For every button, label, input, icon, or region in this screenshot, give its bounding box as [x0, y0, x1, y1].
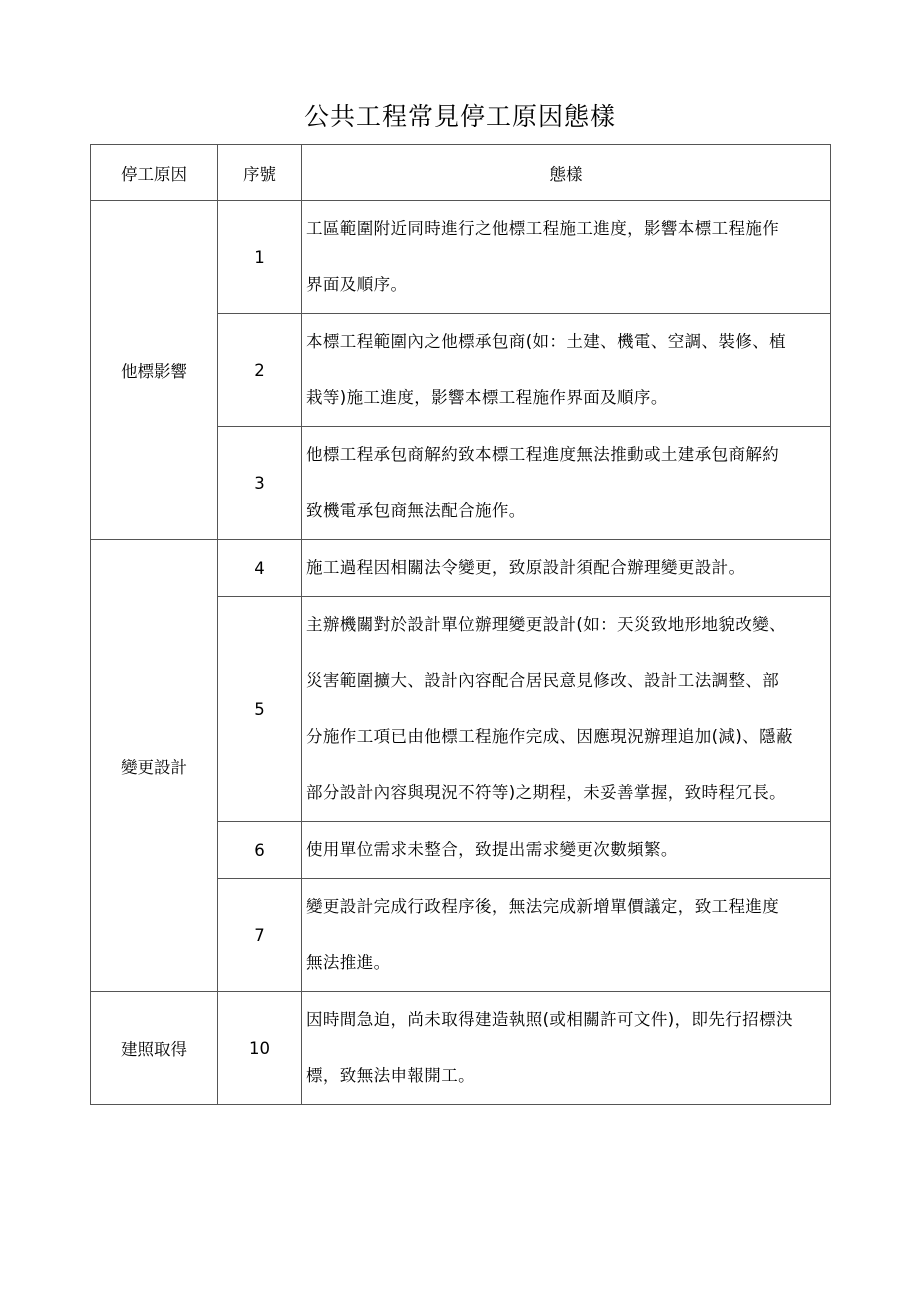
pattern-cell — [302, 992, 831, 1105]
pattern-cell — [302, 201, 831, 314]
pattern-line: 他標工程承包商解約致本標工程進度無法推動或土建承包商解約 — [306, 445, 780, 464]
table-row — [91, 992, 831, 1105]
header-pattern: 態樣 — [302, 145, 831, 201]
pattern-line: 致機電承包商無法配合施作。 — [306, 501, 526, 520]
pattern-line: 部分設計內容與現況不符等)之期程，未妥善掌握，致時程冗長。 — [306, 783, 787, 802]
pattern-line: 災害範圍擴大、設計內容配合居民意見修改、設計工法調整、部 — [306, 671, 780, 690]
header-cause: 停工原因 — [91, 145, 218, 201]
pattern-line: 界面及順序。 — [306, 275, 408, 294]
pattern-cell — [302, 427, 831, 540]
table-row — [91, 540, 831, 597]
row-number: 3 — [218, 427, 302, 540]
pattern-line: 施工過程因相關法令變更，致原設計須配合辦理變更設計。 — [306, 558, 746, 577]
pattern-line: 主辦機關對於設計單位辦理變更設計(如：天災致地形地貌改變、 — [306, 615, 787, 634]
stoppage-causes-table — [90, 144, 831, 1105]
pattern-cell — [302, 540, 831, 597]
row-number: 7 — [218, 879, 302, 992]
pattern-line: 工區範圍附近同時進行之他標工程施工進度，影響本標工程施作 — [306, 219, 780, 238]
header-no: 序號 — [218, 145, 302, 201]
pattern-line: 無法推進。 — [306, 953, 391, 972]
cause-cell: 變更設計 — [91, 540, 218, 992]
pattern-cell — [302, 822, 831, 879]
row-number: 4 — [218, 540, 302, 597]
row-number: 2 — [218, 314, 302, 427]
pattern-cell — [302, 879, 831, 992]
pattern-line: 栽等)施工進度，影響本標工程施作界面及順序。 — [306, 388, 668, 407]
document-title: 公共工程常見停工原因態樣 — [303, 102, 616, 131]
pattern-line: 使用單位需求未整合，致提出需求變更次數頻繁。 — [306, 840, 678, 859]
row-number: 10 — [218, 992, 302, 1105]
pattern-line: 標，致無法申報開工。 — [306, 1066, 475, 1085]
pattern-line: 本標工程範圍內之他標承包商(如：土建、機電、空調、裝修、植 — [306, 332, 787, 351]
table-row — [91, 201, 831, 314]
cause-cell: 建照取得 — [91, 992, 218, 1105]
pattern-cell — [302, 314, 831, 427]
pattern-line: 分施作工項已由他標工程施作完成、因應現況辦理追加(減)、隱蔽 — [306, 727, 793, 746]
pattern-line: 因時間急迫，尚未取得建造執照(或相關許可文件)，即先行招標決 — [306, 1010, 793, 1029]
pattern-line: 變更設計完成行政程序後，無法完成新增單價議定，致工程進度 — [306, 897, 780, 916]
pattern-cell — [302, 597, 831, 822]
row-number: 1 — [218, 201, 302, 314]
cause-cell: 他標影響 — [91, 201, 218, 540]
table-header-row — [91, 145, 831, 201]
row-number: 5 — [218, 597, 302, 822]
row-number: 6 — [218, 822, 302, 879]
